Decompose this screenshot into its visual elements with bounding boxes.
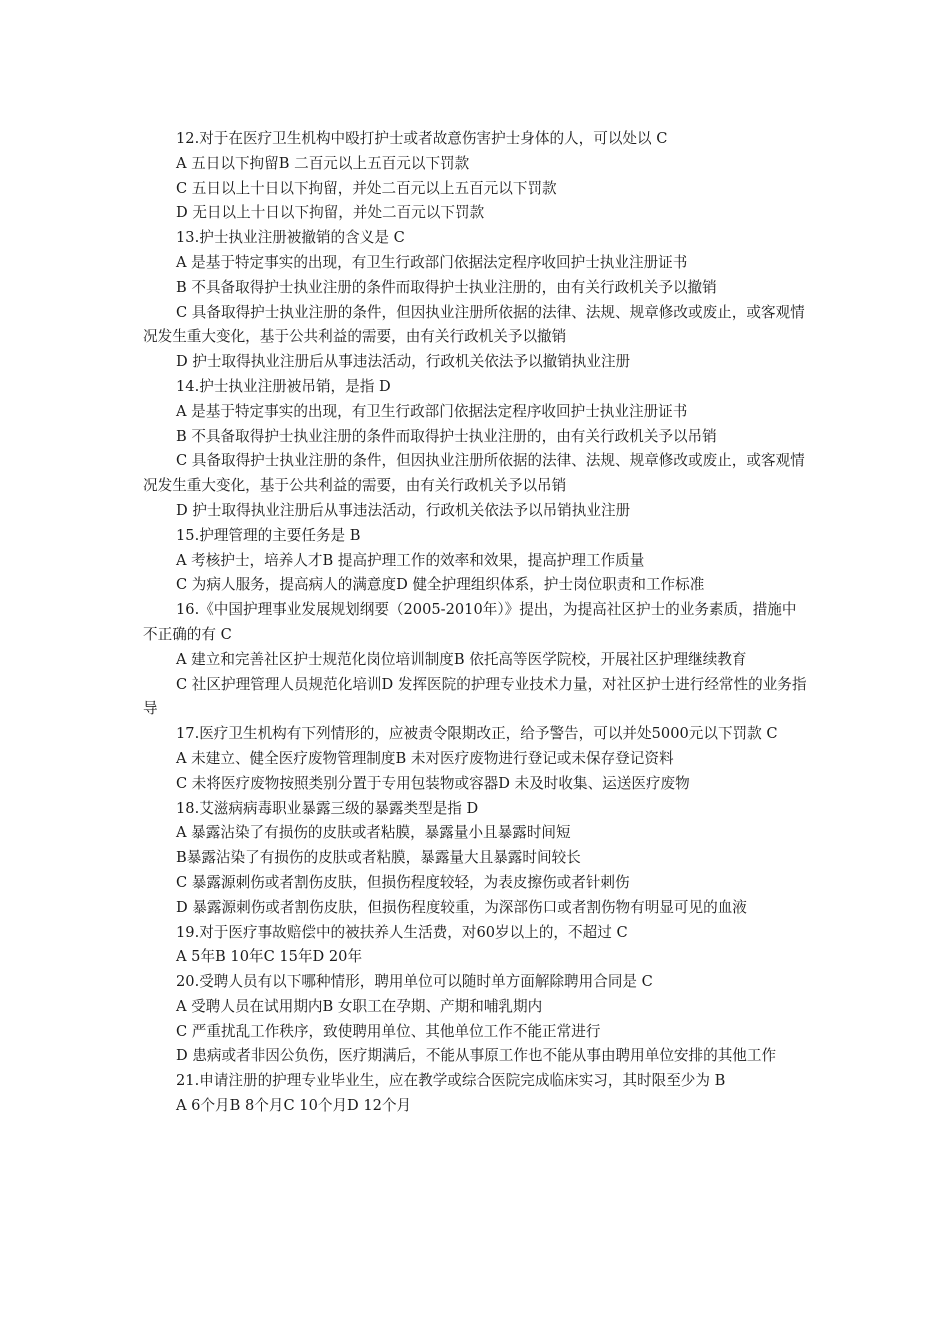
question-18-option-a: A 暴露沾染了有损伤的皮肤或者粘膜，暴露量小且暴露时间短 [176, 824, 571, 842]
question-20-option-d: D 患病或者非因公负伤，医疗期满后，不能从事原工作也不能从事由聘用单位安排的其他工作 [176, 1047, 777, 1065]
question-16-stem: 16.《中国护理事业发展规划纲要（2005-2010年）》提出，为提高社区护士的业务素质，措施中不正确的有 C [143, 601, 797, 643]
question-13-option-b: B 不具备取得护士执业注册的条件而取得护士执业注册的，由有关行政机关予以撤销 [176, 278, 717, 296]
question-13-option-c: C 具备取得护士执业注册的条件，但因执业注册所依据的法律、法规、规章修改或废止，或客观情况发生重大变化，基于公共利益的需要，由有关行政机关予以撤销 [143, 303, 805, 346]
question-17-options-ab: A 未建立、健全医疗废物管理制度B 未对医疗废物进行登记或未保存登记资料 [176, 749, 674, 767]
question-15-options-ab: A 考核护士，培养人才B 提高护理工作的效率和效果，提高护理工作质量 [176, 551, 645, 569]
question-14-option-d: D 护士取得执业注册后从事违法活动，行政机关依法予以吊销执业注册 [176, 501, 631, 519]
question-15-options-cd: C 为病人服务，提高病人的满意度D 健全护理组织体系，护士岗位职责和工作标准 [176, 576, 705, 594]
question-16-options-cd: C 社区护理管理人员规范化培训D 发挥医院的护理专业技术力量，对社区护士进行经常性的业务指导 [143, 675, 807, 718]
question-17-stem: 17.医疗卫生机构有下列情形的，应被责令限期改正，给予警告，可以并处5000元以下罚款 C [176, 725, 778, 743]
question-17-options-cd: C 未将医疗废物按照类别分置于专用包装物或容器D 未及时收集、运送医疗废物 [176, 774, 690, 792]
question-21-options: A 6个月B 8个月C 10个月D 12个月 [176, 1097, 412, 1115]
question-12-option-d: D 无日以上十日以下拘留，并处二百元以下罚款 [176, 204, 485, 222]
question-14-option-c: C 具备取得护士执业注册的条件，但因执业注册所依据的法律、法规、规章修改或废止，或客观情况发生重大变化，基于公共利益的需要，由有关行政机关予以吊销 [143, 452, 805, 495]
question-18-stem: 18.艾滋病病毒职业暴露三级的暴露类型是指 D [176, 799, 479, 817]
question-18-option-b: B暴露沾染了有损伤的皮肤或者粘膜，暴露量大且暴露时间较长 [176, 849, 581, 867]
question-20-options-ab: A 受聘人员在试用期内B 女职工在孕期、产期和哺乳期内 [176, 997, 543, 1015]
question-12-stem: 12.对于在医疗卫生机构中殴打护士或者故意伤害护士身体的人，可以处以 C [176, 130, 668, 147]
question-13-stem: 13.护士执业注册被撤销的含义是 C [176, 229, 405, 247]
question-15-stem: 15.护理管理的主要任务是 B [176, 526, 361, 544]
question-14-option-b: B 不具备取得护士执业注册的条件而取得护士执业注册的，由有关行政机关予以吊销 [176, 427, 717, 445]
question-13-option-a: A 是基于特定事实的出现，有卫生行政部门依据法定程序收回护士执业注册证书 [176, 253, 688, 271]
question-20-option-c: C 严重扰乱工作秩序，致使聘用单位、其他单位工作不能正常进行 [176, 1022, 601, 1040]
question-12-option-c: C 五日以上十日以下拘留，并处二百元以上五百元以下罚款 [176, 179, 557, 197]
question-18-option-d: D 暴露源刺伤或者割伤皮肤，但损伤程度较重，为深部伤口或者割伤物有明显可见的血液 [176, 898, 747, 916]
question-12-options-ab: A 五日以下拘留B 二百元以上五百元以下罚款 [176, 154, 470, 172]
question-18-option-c: C 暴露源刺伤或者割伤皮肤，但损伤程度较轻，为表皮擦伤或者针刺伤 [176, 873, 630, 891]
question-19-options: A 5年B 10年C 15年D 20年 [176, 948, 363, 966]
document-page [143, 127, 808, 1119]
question-14-option-a: A 是基于特定事实的出现，有卫生行政部门依据法定程序收回护士执业注册证书 [176, 402, 688, 420]
question-14-stem: 14.护士执业注册被吊销，是指 D [176, 377, 391, 395]
question-19-stem: 19.对于医疗事故赔偿中的被扶养人生活费，对60岁以上的，不超过 C [176, 923, 628, 941]
question-16-options-ab: A 建立和完善社区护士规范化岗位培训制度B 依托高等医学院校，开展社区护理继续教育 [176, 650, 747, 668]
question-20-stem: 20.受聘人员有以下哪种情形，聘用单位可以随时单方面解除聘用合同是 C [176, 973, 653, 991]
question-21-stem: 21.申请注册的护理专业毕业生，应在教学或综合医院完成临床实习，其时限至少为 B [176, 1072, 726, 1090]
question-13-option-d: D 护士取得执业注册后从事违法活动，行政机关依法予以撤销执业注册 [176, 353, 631, 371]
